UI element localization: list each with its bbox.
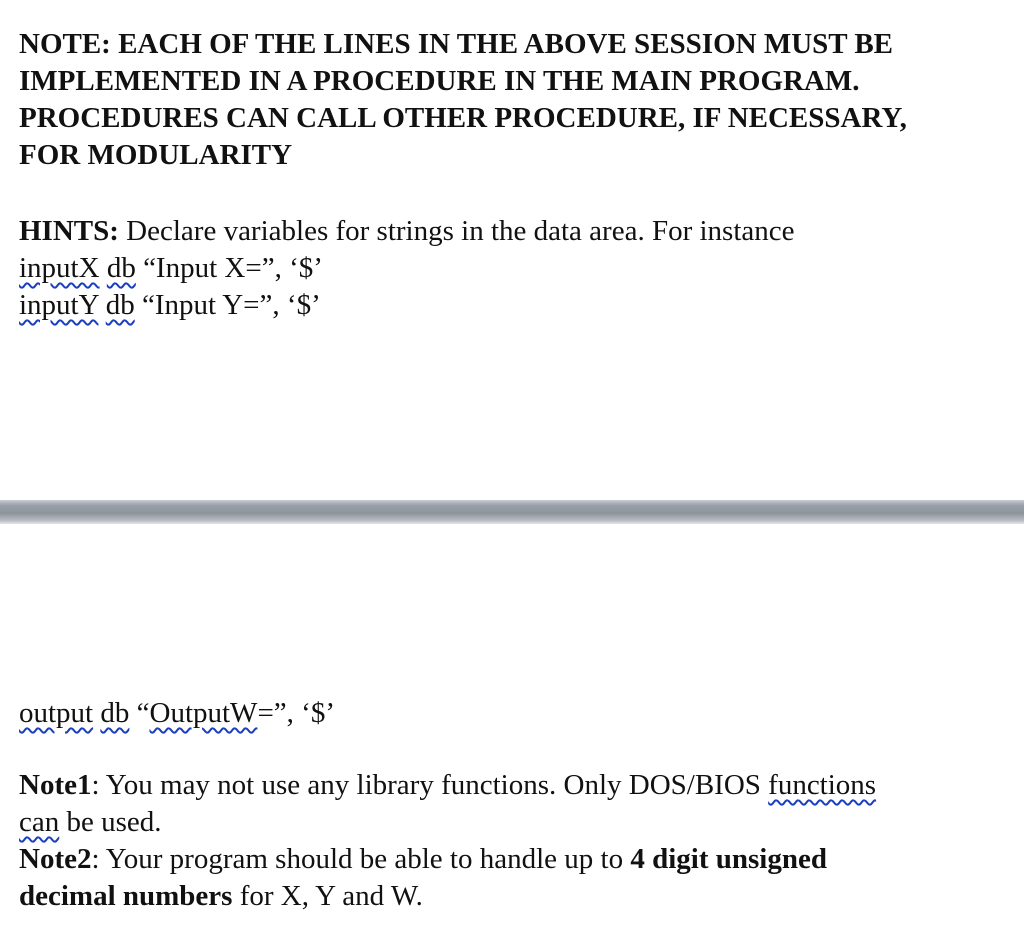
output-quote-open: “ bbox=[129, 697, 150, 729]
note1-can: can bbox=[19, 806, 60, 838]
output-line bbox=[19, 695, 1009, 732]
note2-bold-a: 4 digit unsigned bbox=[630, 843, 827, 875]
note1-text-a: : You may not use any library functions. Only DOS/BIOS bbox=[91, 769, 769, 801]
note-heading bbox=[19, 26, 1009, 174]
inputy-var: inputY bbox=[19, 289, 99, 321]
hints-label: HINTS: bbox=[19, 215, 119, 247]
note2-line-2 bbox=[19, 878, 1009, 915]
note2-bold-b: decimal numbers bbox=[19, 880, 233, 912]
code-inputx-line bbox=[19, 250, 1009, 287]
code-output-line bbox=[19, 695, 1009, 732]
inputx-db: db bbox=[106, 252, 136, 284]
note2-text-a: : Your program should be able to handle up to bbox=[91, 843, 631, 875]
note-line-3: PROCEDURES CAN CALL OTHER PROCEDURE, IF NECESSARY, bbox=[19, 102, 907, 134]
output-rest: =”, ‘$’ bbox=[257, 697, 335, 729]
hints-section bbox=[19, 213, 1009, 324]
note-line-4: FOR MODULARITY bbox=[19, 139, 293, 171]
note-line-2: IMPLEMENTED IN A PROCEDURE IN THE MAIN PROGRAM. bbox=[19, 65, 860, 97]
note2-line-1 bbox=[19, 841, 1009, 878]
note1-text-b: be used. bbox=[59, 806, 162, 838]
page-divider bbox=[0, 500, 1024, 524]
hints-line bbox=[19, 213, 1009, 250]
note2-text-b: for X, Y and W. bbox=[232, 880, 423, 912]
inputx-rest: “Input X=”, ‘$’ bbox=[135, 252, 323, 284]
output-db: db bbox=[100, 697, 130, 729]
hints-text: Declare variables for strings in the data area. For instance bbox=[118, 215, 795, 247]
note2-label: Note2 bbox=[19, 843, 92, 875]
code-inputy-line bbox=[19, 287, 1009, 324]
inputx-var: inputX bbox=[19, 252, 100, 284]
notes-section bbox=[19, 767, 1009, 915]
note1-line-2 bbox=[19, 804, 1009, 841]
inputy-rest: “Input Y=”, ‘$’ bbox=[134, 289, 321, 321]
output-string: OutputW bbox=[149, 697, 258, 729]
note1-line-1 bbox=[19, 767, 1009, 804]
note-line-1: NOTE: EACH OF THE LINES IN THE ABOVE SESSION MUST BE bbox=[19, 28, 894, 60]
output-var: output bbox=[19, 697, 94, 729]
inputy-db: db bbox=[105, 289, 135, 321]
note1-label: Note1 bbox=[19, 769, 92, 801]
note1-functions: functions bbox=[768, 769, 877, 801]
